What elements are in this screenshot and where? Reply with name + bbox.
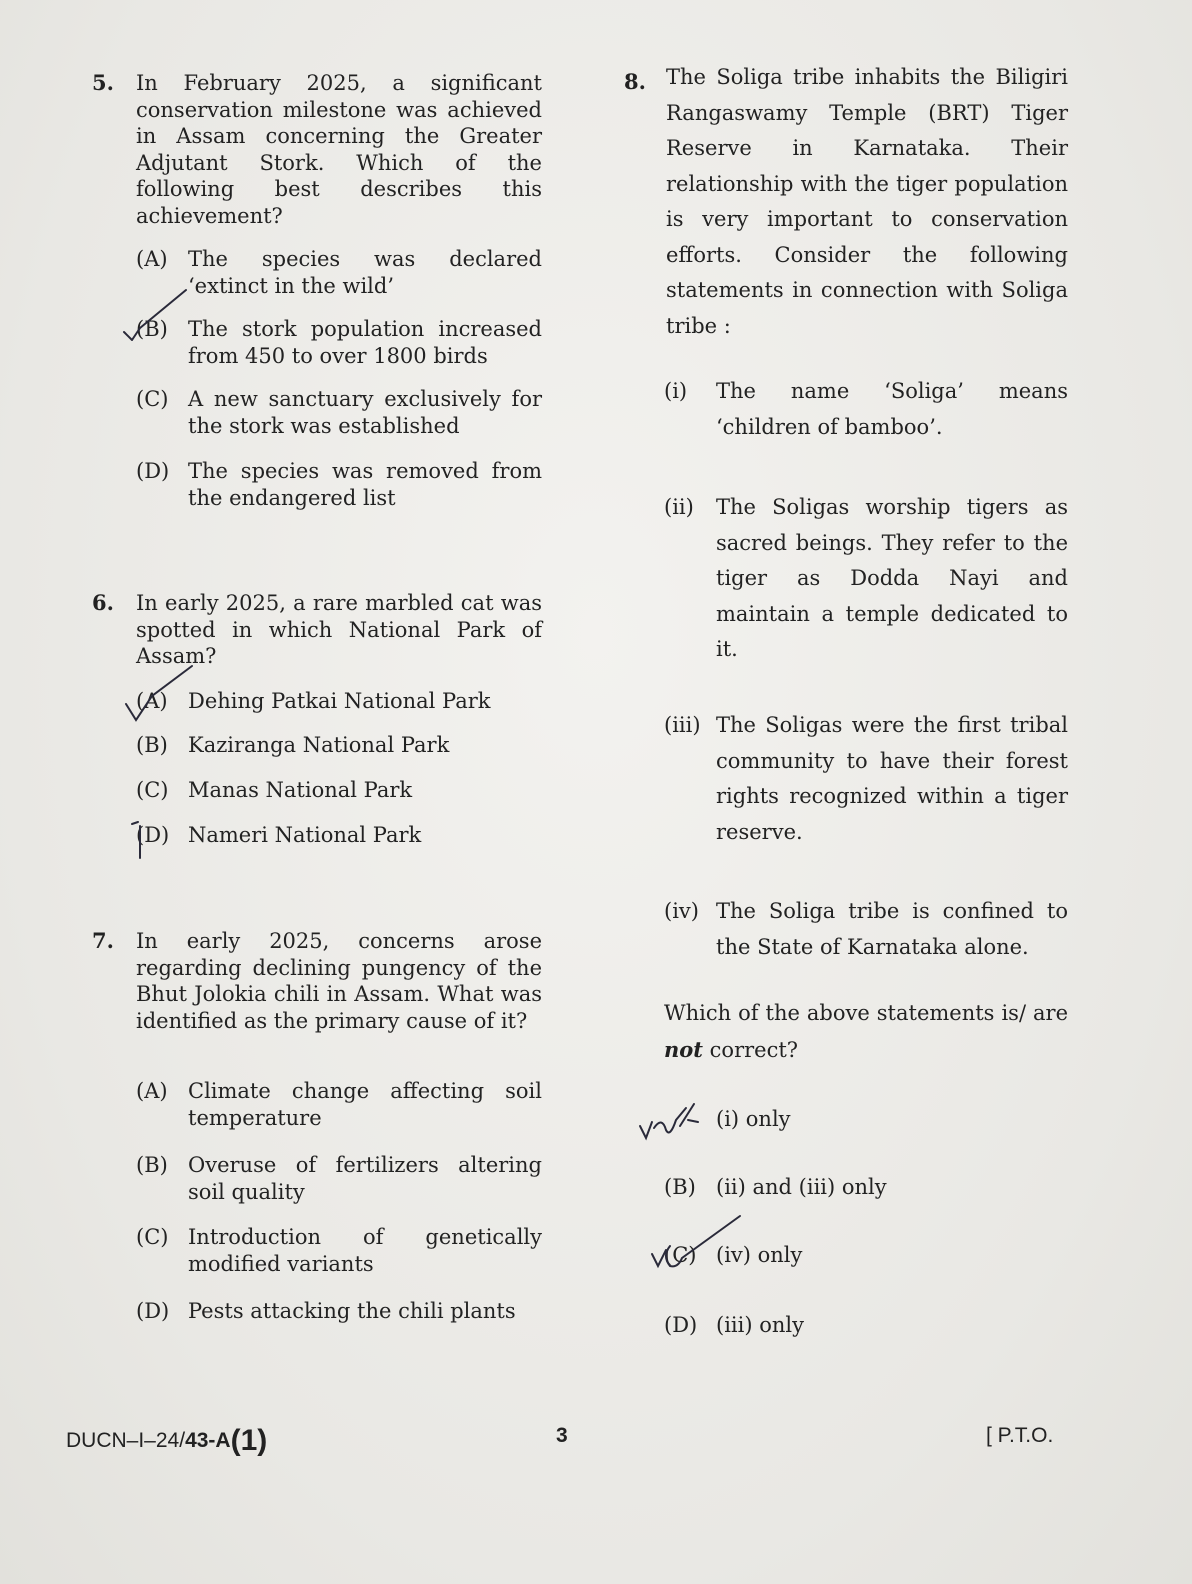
q5-option-d[interactable] [136,458,542,511]
q6-option-a[interactable] [136,688,542,715]
question-number: 7. [92,928,114,953]
q7-option-b[interactable] [136,1152,542,1205]
prompt-emphasis: not [664,1036,703,1062]
option-label: (C) [136,1225,169,1249]
option-label: (C) [664,1243,697,1267]
option-label: (B) [136,1153,168,1177]
question-7 [92,928,542,1034]
question-8 [624,60,1068,344]
question-6 [92,590,542,670]
q8-prompt [664,996,1068,1068]
option-label: (C) [136,387,169,411]
q5-option-b[interactable] [136,316,542,369]
option-text: Climate change affecting soil temperature [188,1079,542,1130]
option-label: (A) [136,1079,168,1103]
option-label [664,1104,696,1134]
page-number: 3 [556,1424,568,1447]
prompt-text-before: Which of the above statements is/ are [664,1001,1068,1025]
paper-code-series: 43-A [185,1429,231,1452]
question-stem: In early 2025, concerns arose regarding declining pungency of the Bhut Jolokia chili in Assam. What was identified as the primary cause of it? [136,929,542,1033]
please-turn-over: [ P.T.O. [986,1424,1054,1447]
option-label: (C) [136,778,169,802]
option-label: (B) [136,317,168,341]
option-text: Introduction of genetically modified variants [188,1225,542,1276]
option-label: (D) [136,1299,170,1323]
option-text: Dehing Patkai National Park [188,689,491,713]
option-text: (iv) only [716,1243,803,1267]
q8-option-c[interactable] [664,1240,1068,1270]
q6-option-b[interactable] [136,732,542,759]
question-number: 5. [92,70,114,95]
q7-option-d[interactable] [136,1298,542,1325]
q7-option-a[interactable] [136,1078,542,1131]
paper-code-number: (1) [230,1424,268,1457]
q7-option-c[interactable] [136,1224,542,1277]
paper-code [66,1424,267,1458]
q8-option-d[interactable] [664,1310,1068,1340]
statement-text: The Soligas were the first tribal community to have their forest rights recognized within a tiger reserve. [716,713,1068,844]
statement-label: (iv) [664,899,699,923]
option-text: Overuse of fertilizers altering soil quality [188,1153,542,1204]
option-text: Nameri National Park [188,823,422,847]
q8-option-b[interactable] [664,1172,1068,1202]
option-label: (A) [136,247,168,271]
option-label: (D) [664,1313,698,1337]
option-text: The species was declared ‘extinct in the wild’ [188,247,542,298]
q5-option-c[interactable] [136,386,542,439]
question-number: 8. [624,69,646,94]
option-text: Pests attacking the chili plants [188,1299,516,1323]
statement-text: The Soligas worship tigers as sacred beings. They refer to the tiger as Dodda Nayi and maintain a temple dedicated to it. [716,495,1068,661]
q8-statement-iii [664,708,1068,850]
q6-option-d[interactable] [136,822,542,849]
option-text: (i) only [716,1107,791,1131]
option-text: A new sanctuary exclusively for the stork was established [188,387,542,438]
option-label: (B) [136,733,168,757]
statement-label: (iii) [664,713,701,737]
paper-code-prefix: DUCN–I–24/ [66,1429,186,1452]
statement-label: (ii) [664,495,694,519]
q8-statement-iv [664,894,1068,965]
option-text: Kaziranga National Park [188,733,450,757]
q8-statement-ii [664,490,1068,668]
option-text: The stork population increased from 450 to over 1800 birds [188,317,542,368]
q8-option-a[interactable] [664,1104,1068,1134]
question-stem: In early 2025, a rare marbled cat was spotted in which National Park of Assam? [136,591,542,668]
statement-label: (i) [664,379,688,403]
prompt-text-after: correct? [709,1037,799,1062]
option-text: Manas National Park [188,778,413,802]
option-text: (ii) and (iii) only [716,1175,887,1199]
option-label: (B) [664,1175,696,1199]
option-label: (A) [136,689,168,713]
question-stem: In February 2025, a significant conservation milestone was achieved in Assam concerning the Greater Adjutant Stork. Which of the following best describes this achievement? [136,71,542,228]
statement-text: The name ‘Soliga’ means ‘children of bamboo’. [716,379,1068,439]
option-label: (D) [136,823,170,847]
q5-option-a[interactable] [136,246,542,299]
option-label: (D) [136,459,170,483]
statement-text: The Soliga tribe is confined to the State of Karnataka alone. [716,899,1068,959]
option-text: The species was removed from the endangered list [188,459,542,510]
q8-statement-i [664,374,1068,445]
option-text: (iii) only [716,1313,804,1337]
q6-option-c[interactable] [136,777,542,804]
question-number: 6. [92,590,114,615]
question-5 [92,70,542,229]
question-stem: The Soliga tribe inhabits the Biligiri Rangaswamy Temple (BRT) Tiger Reserve in Karnataka. Their relationship with the tiger population is very important to conservation efforts. Consider the following statements in connection with Soliga tribe : [666,65,1068,338]
